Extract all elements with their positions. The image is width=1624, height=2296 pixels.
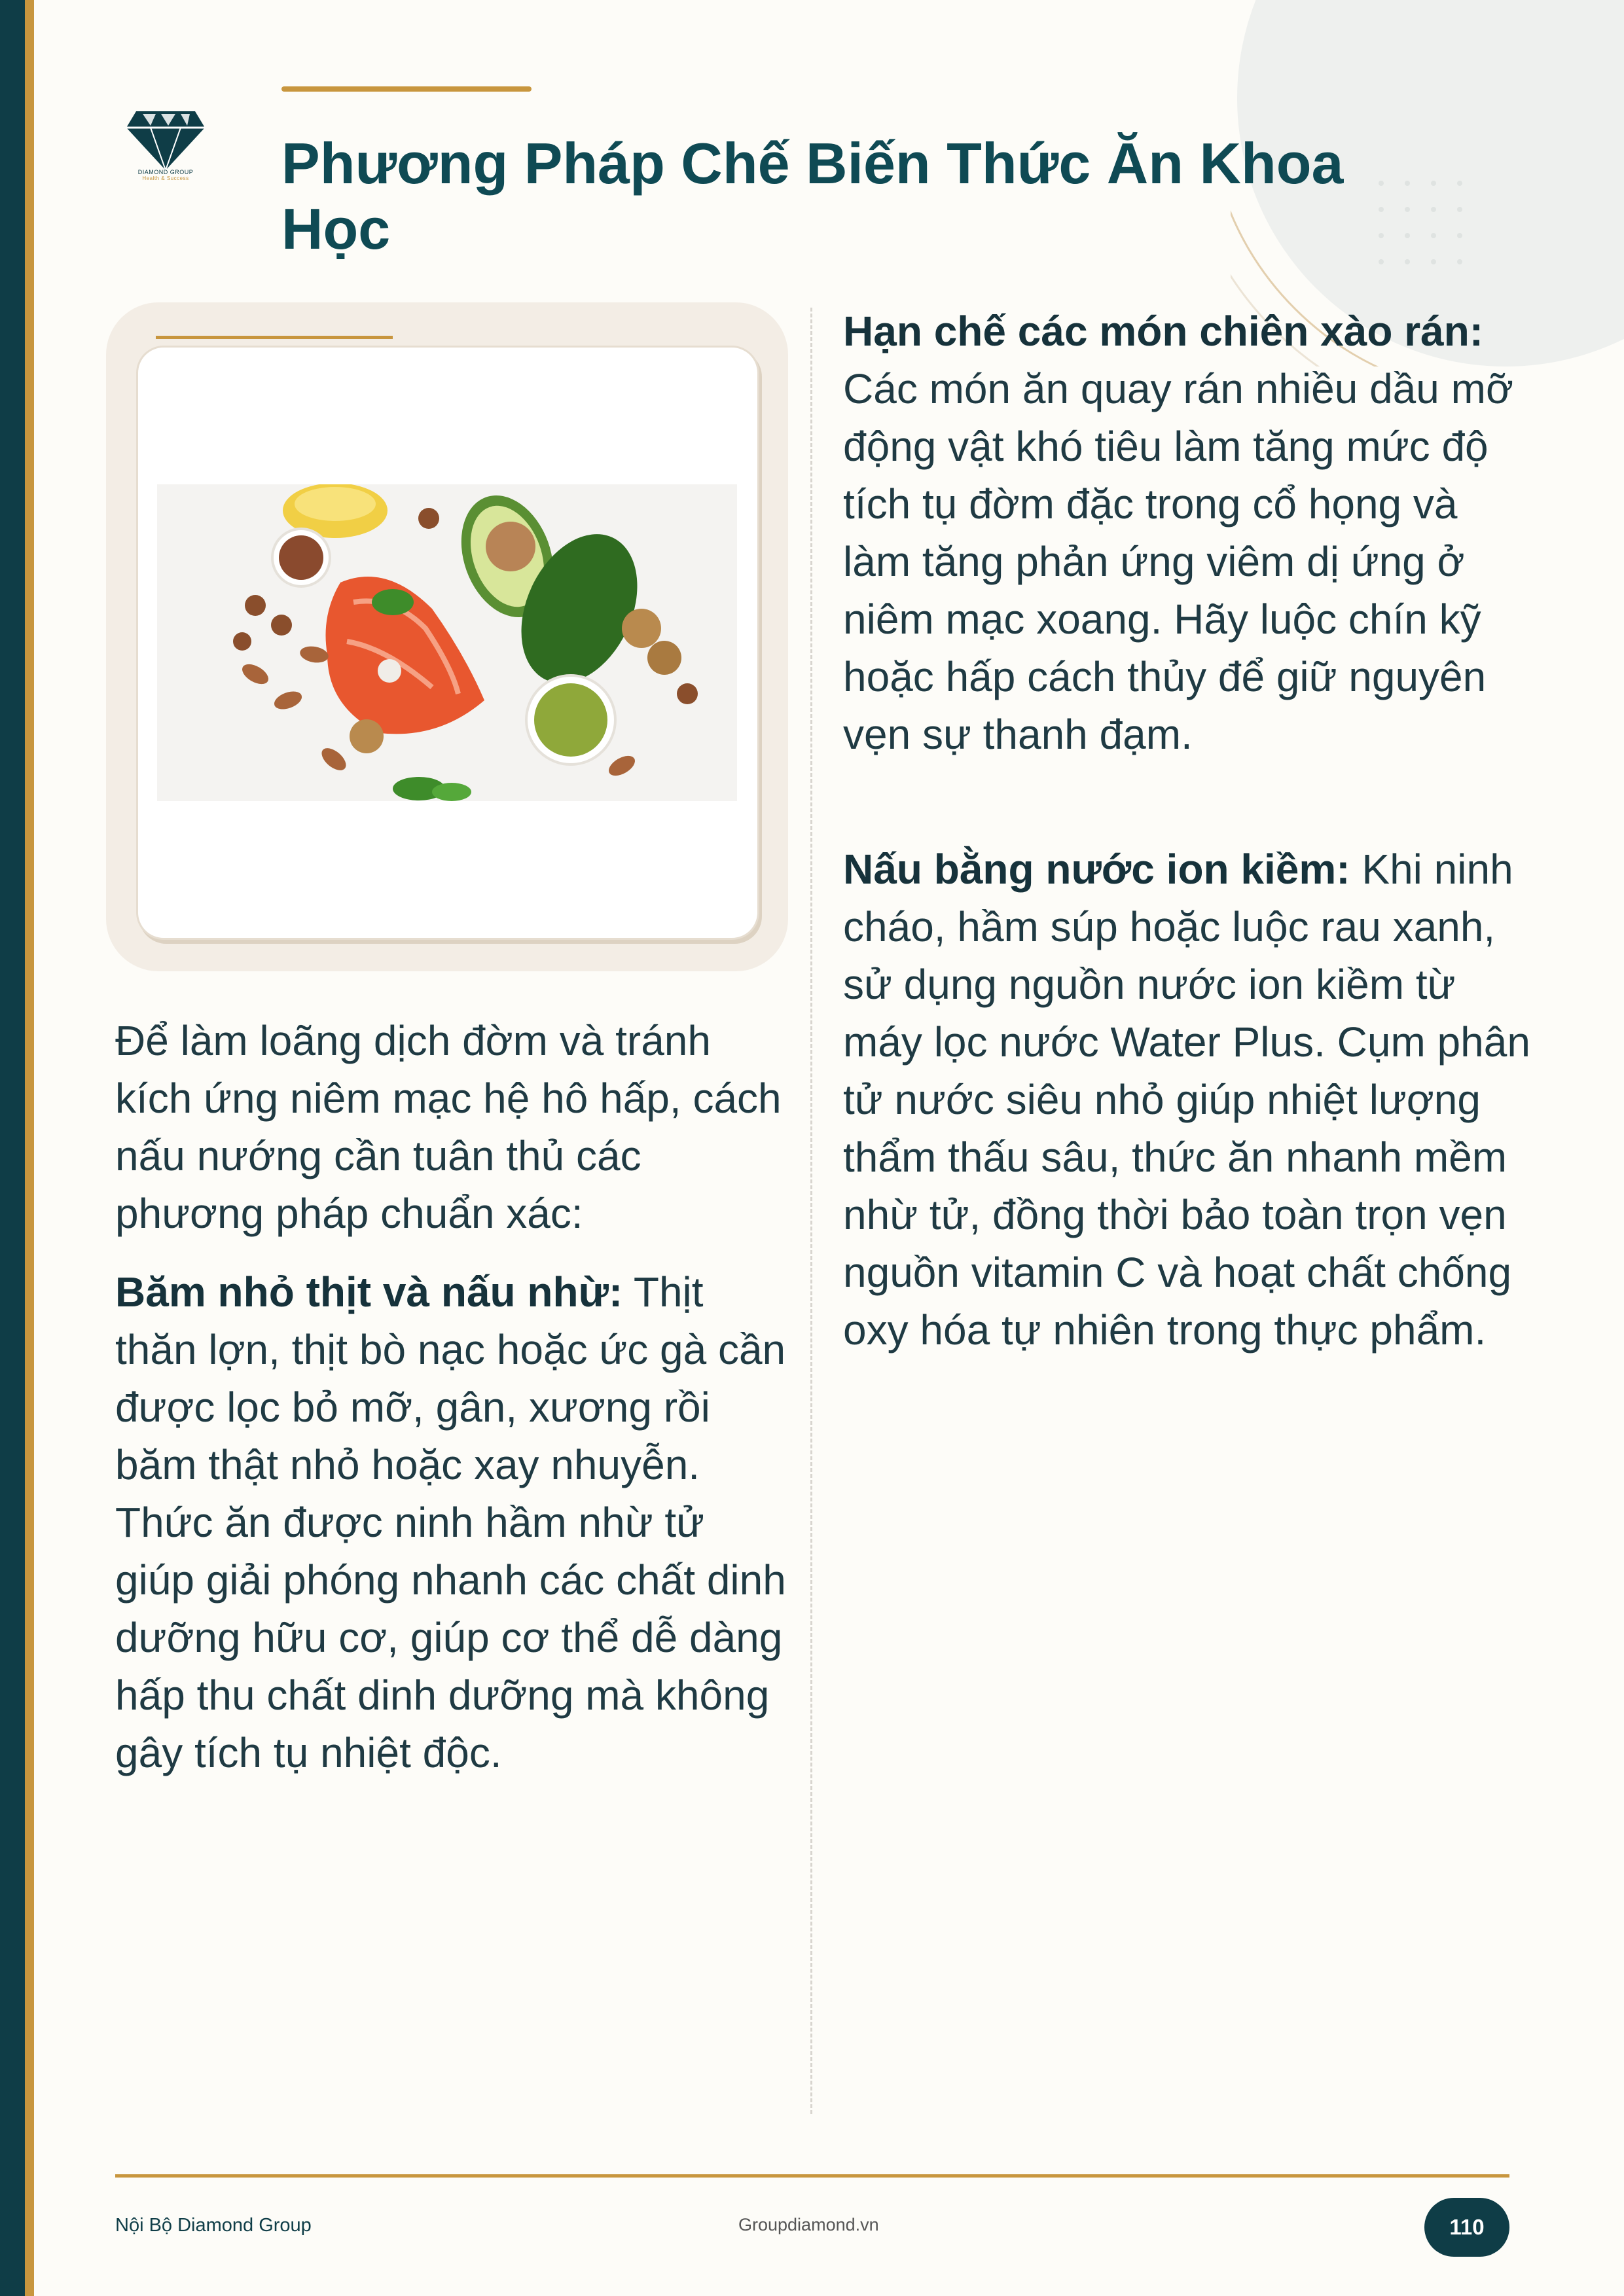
section-minced-meat [115, 1263, 789, 1782]
footer-website: Groupdiamond.vn [738, 2215, 879, 2234]
left-accent-bar [25, 0, 34, 2296]
section-limit-fried-heading: Hạn chế các món chiên xào rán: [843, 308, 1484, 355]
left-edge-bar [0, 0, 25, 2296]
footer-company: Nội Bộ Diamond Group [115, 2215, 312, 2236]
title-accent-rule [281, 86, 532, 92]
page-number-badge: 110 [1424, 2198, 1509, 2257]
section-limit-fried-body: Các món ăn quay rán nhiều dầu mỡ động vật khó tiêu làm tăng mức độ tích tụ đờm đặc trong cổ họng và làm tăng phản ứng viêm dị ứng ở niêm mạc xoang. Hãy luộc chín kỹ hoặc hấp cách thủy để giữ nguyên vẹn sự thanh đạm. [843, 365, 1513, 758]
footer-rule [115, 2174, 1509, 2178]
logo-wordmark [123, 169, 208, 181]
section-minced-meat-body: Thịt thăn lợn, thịt bò nạc hoặc ức gà cần được lọc bỏ mỡ, gân, xương rồi băm thật nhỏ hoặc xay nhuyễn. Thức ăn được ninh hầm nhừ tử giúp giải phóng nhanh các chất dinh dưỡng hữu cơ, giúp cơ thể dễ dàng hấp thu chất dinh dưỡng mà không gây tích tụ nhiệt độc. [115, 1268, 786, 1776]
intro-paragraph: Để làm loãng dịch đờm và tránh kích ứng niêm mạc hệ hô hấp, cách nấu nướng cần tuân thủ các phương pháp chuẩn xác: [115, 1017, 782, 1237]
section-minced-meat-heading: Băm nhỏ thịt và nấu nhừ: [115, 1268, 623, 1316]
page-title [281, 131, 1394, 262]
image-card-accent-rule [156, 336, 393, 339]
column-divider [810, 308, 812, 2114]
section-alkaline-water-heading: Nấu bằng nước ion kiềm: [843, 846, 1350, 893]
section-alkaline-water [843, 840, 1530, 1359]
page-title-line2: Học [281, 196, 391, 261]
logo-tagline: Health & Success [142, 175, 189, 181]
section-limit-fried [843, 302, 1530, 763]
section-alkaline-water-body: Khi ninh cháo, hầm súp hoặc luộc rau xanh, sử dụng nguồn nước ion kiềm từ máy lọc nước Water Plus. Cụm phân tử nước siêu nhỏ giúp nhiệt lượng thẩm thấu sâu, thức ăn nhanh mềm nhừ tử, đồng thời bảo toàn trọn vẹn nguồn vitamin C và hoạt chất chống oxy hóa tự nhiên trong thực phẩm. [843, 846, 1530, 1354]
healthy-food-photo [157, 484, 737, 801]
page-title-line1: Phương Pháp Chế Biến Thức Ăn Khoa [281, 131, 1344, 196]
logo-name: DIAMOND GROUP [137, 169, 194, 175]
